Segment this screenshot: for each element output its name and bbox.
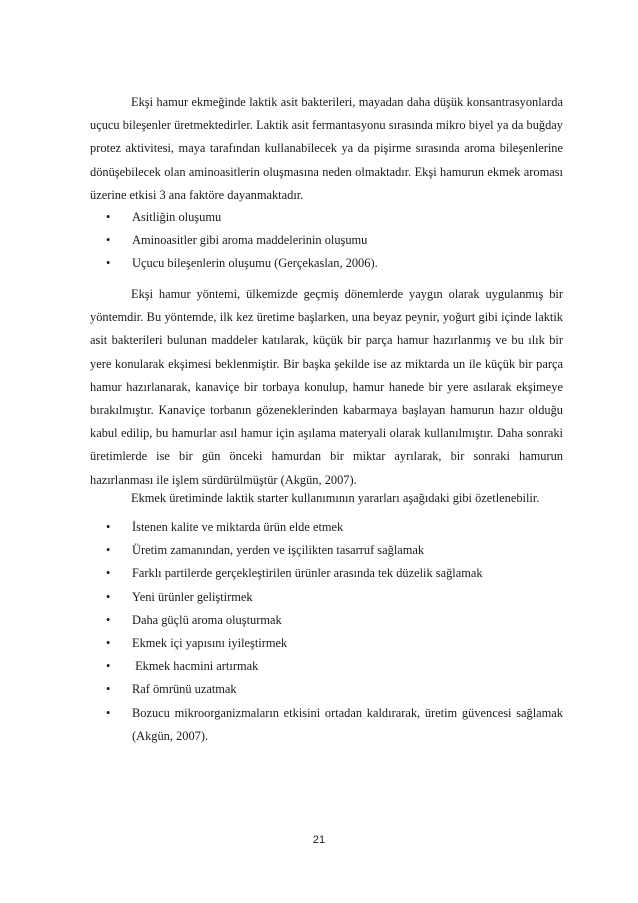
bullet-icon: • — [106, 256, 111, 271]
list-item: • Üretim zamanından, yerden ve işçilikten tasarruf sağlamak — [106, 539, 563, 562]
bullet-icon: • — [106, 682, 111, 697]
list-item: • Yeni ürünler geliştirmek — [106, 586, 563, 609]
list-item: • Daha güçlü aroma oluşturmak — [106, 609, 563, 632]
bullet-icon: • — [106, 520, 111, 534]
list-item: • Aminoasitler gibi aroma maddelerinin oluşumu — [106, 229, 563, 252]
list-item: • İstenen kalite ve miktarda ürün elde etmek — [106, 516, 563, 539]
page-number: 21 — [312, 834, 326, 846]
bullet-icon: • — [106, 233, 111, 248]
bullet-icon: • — [106, 612, 111, 627]
list-item: • Uçucu bileşenlerin oluşumu (Gerçekaslan, 2006). — [106, 252, 563, 275]
bullet-icon: • — [106, 705, 111, 720]
list-item: • Ekmek içi yapısını iyileştirmek — [106, 632, 563, 655]
paragraph-3: Ekmek üretiminde laktik starter kullanımının yararları aşağıdaki gibi özetlenebilir. — [131, 491, 540, 505]
bullet-icon: • — [106, 210, 111, 224]
paragraph-2-block — [90, 283, 563, 492]
bullet-list-1 — [90, 206, 563, 276]
bullet-icon: • — [106, 566, 111, 581]
bullet-icon: • — [106, 659, 111, 674]
paragraph-1-block — [90, 91, 563, 207]
bullet-icon: • — [106, 543, 111, 558]
paragraph-2: Ekşi hamur yöntemi, ülkemizde geçmiş dönemlerde yaygın olarak uygulanmış bir yöntemdir. Bu yöntemde, ilk kez üretime başlarken, una beyaz peynir, yoğurt gibi içinde laktik asit bakterileri bulunan maddeler katılarak, küçük bir parça hamur hazırlanmış ve bu ılık bir yere konularak ekşimesi beklenmiştir. Bir başka şekilde ise az miktarda un ile küçük bir parça hamur hazırlanarak, kanaviçe bir torbaya konulup, hamur hanede bir yere asılarak ekşimeye bırakılmıştır. Kanaviçe torbanın gözeneklerinden kabarmaya başlayan hamurun hazır olduğu kabul edilip, bu hamurlar asıl hamur için aşılama materyali olarak kullanılmıştır. Daha sonraki üretimlerde ise bir gün önceki hamurdan bir miktar ayrılarak, bir sonraki hamurun hazırlanması ile işlem sürdürülmüştür (Akgün, 2007). — [90, 287, 563, 487]
list-item: • Farklı partilerde gerçekleştirilen ürünler arasında tek düzelik sağlamak — [106, 562, 563, 585]
paragraph-3-block — [90, 487, 563, 510]
list-item: • Asitliğin oluşumu — [106, 206, 563, 229]
list-item: • Ekmek hacmini artırmak — [106, 655, 563, 678]
paragraph-1: Ekşi hamur ekmeğinde laktik asit bakterileri, mayadan daha düşük konsantrasyonlarda uçucu bileşenler üretmektedirler. Laktik asit fermantasyonu sırasında mikro biyel ya da buğday protez aktivitesi, maya tarafından kullanabilecek ya da pişirme sırasında aroma bileşenlerine dönüşebilecek olan aminoasitlerin oluşmasına neden olmaktadır. Ekşi hamurun ekmek aroması üzerine etkisi 3 ana faktöre dayanmaktadır. — [90, 95, 563, 202]
list-item: • Bozucu mikroorganizmaların etkisini ortadan kaldırarak, üretim güvencesi sağlamak (Akgün, 2007). — [106, 702, 563, 748]
list-item: • Raf ömrünü uzatmak — [106, 678, 563, 701]
bullet-icon: • — [106, 636, 111, 651]
bullet-icon: • — [106, 589, 111, 604]
bullet-list-2 — [90, 516, 563, 748]
